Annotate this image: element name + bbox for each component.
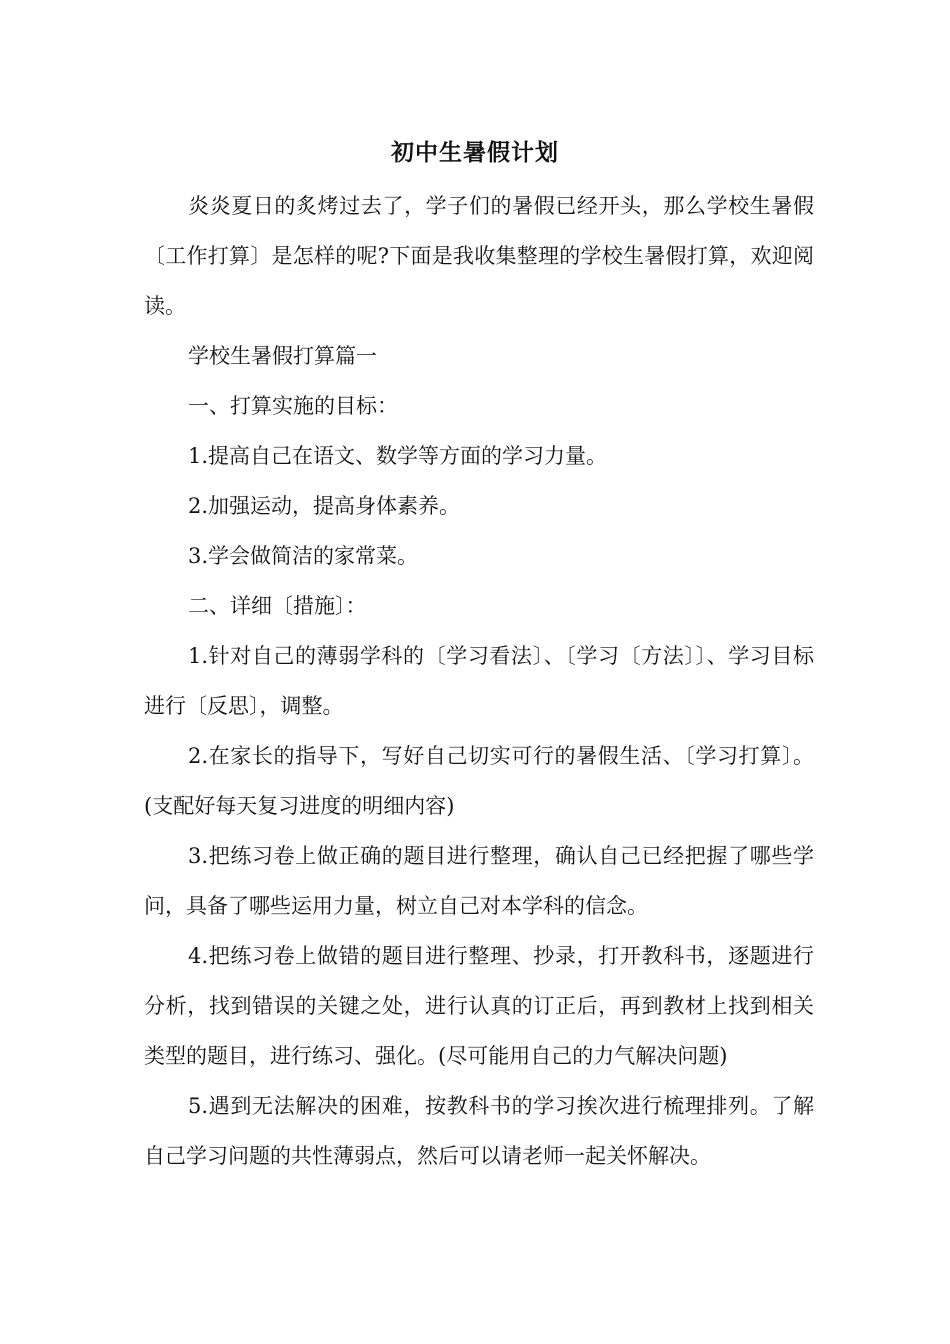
measure-item: 2.在家长的指导下，写好自己切实可行的暑假生活、〔学习打算〕。(支配好每天复习进度的明细内容): [144, 744, 814, 818]
intro-paragraph: 炎炎夏日的炙烤过去了，学子们的暑假已经开头，那么学校生暑假〔工作打算〕是怎样的呢?下面是我收集整理的学校生暑假打算，欢迎阅读。: [144, 194, 814, 318]
measure-item: 1.针对自己的薄弱学科的〔学习看法〕、〔学习〔方法〕〕、学习目标进行〔反思〕，调整。: [144, 644, 814, 718]
section-heading: 学校生暑假打算篇一: [188, 344, 377, 368]
goal-item: 1.提高自己在语文、数学等方面的学习力量。: [188, 444, 608, 468]
measure-item: 3.把练习卷上做正确的题目进行整理，确认自己已经把握了哪些学问，具备了哪些运用力量，树立自己对本学科的信念。: [144, 844, 814, 918]
document-body: [144, 181, 814, 1181]
measure-item: 4.把练习卷上做错的题目进行整理、抄录，打开教科书，逐题进行分析，找到错误的关键之处，进行认真的订正后，再到教材上找到相关类型的题目，进行练习、强化。(尽可能用自己的力气解决问题): [144, 944, 814, 1068]
goals-heading: 一、打算实施的目标：: [188, 394, 398, 418]
document-title: 初中生暑假计划: [391, 139, 559, 166]
goal-item: 3.学会做简洁的家常菜。: [188, 544, 419, 568]
measure-item: 5.遇到无法解决的困难，按教科书的学习挨次进行梳理排列。了解自己学习问题的共性薄弱点，然后可以请老师一起关怀解决。: [144, 1094, 814, 1168]
goal-item: 2.加强运动，提高身体素养。: [188, 494, 461, 518]
measures-heading: 二、详细〔措施〕：: [188, 594, 367, 618]
